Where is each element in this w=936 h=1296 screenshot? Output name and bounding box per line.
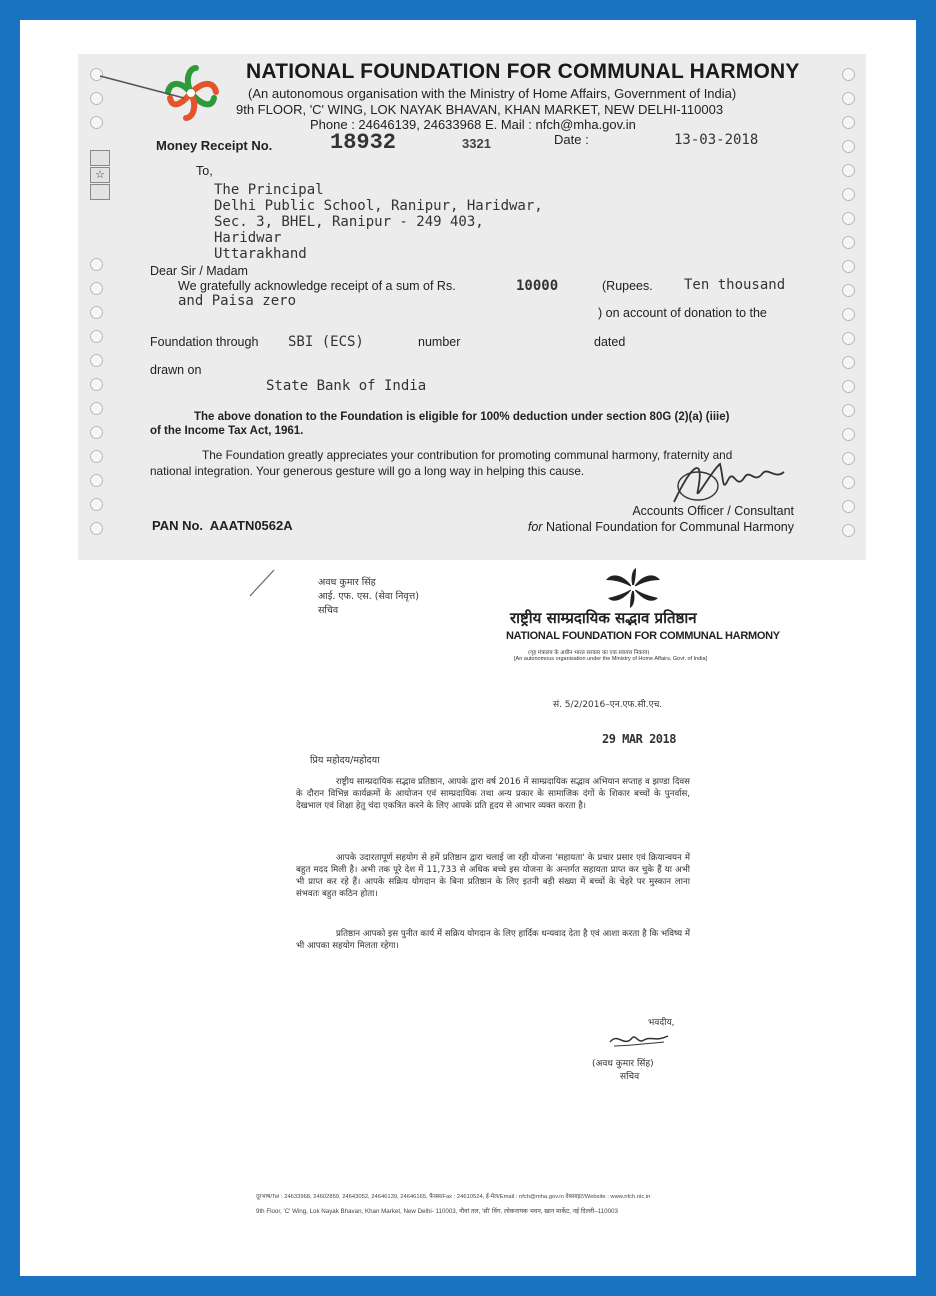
drawn-label: drawn on <box>150 363 202 377</box>
letter-closing: भवदीय, <box>648 1018 675 1028</box>
to-label: To, <box>196 164 213 178</box>
tractor-feed-holes-right <box>842 54 856 560</box>
amount-words-2: and Paisa zero <box>178 293 297 309</box>
receipt-org-name: NATIONAL FOUNDATION FOR COMMUNAL HARMONY <box>246 60 800 83</box>
appreciation-line: national integration. Your generous gesture will go a long way in helping this cause. <box>150 464 585 478</box>
letter-reference: सं. 5/2/2016–एन.एफ.सी.एच. <box>553 700 663 710</box>
signatory-name: (अवध कुमार सिंह) <box>592 1059 654 1069</box>
letter-footer-contact: दूरभाष/Tel : 24633968, 24602859, 24643052, 24646139, 24646165, फैक्स/Fax : 24610524, ई-मेल/Email : nfch@mha.gov.in वेबसाइट/Website : www.nfch.nic.in <box>256 1194 651 1200</box>
sender-title: सचिव <box>318 605 339 616</box>
dated-label: dated <box>594 335 626 349</box>
for-org-line <box>528 520 794 534</box>
letter-date-stamp: 29 MAR 2018 <box>602 732 676 746</box>
through-value: SBI (ECS) <box>288 334 364 350</box>
tractor-feed-holes-left <box>90 54 104 560</box>
acknowledgement-letter <box>248 568 780 1240</box>
recipient-address <box>214 182 543 262</box>
letter-paragraph-2 <box>296 852 690 900</box>
date-label: Date : <box>554 132 589 147</box>
acknowledge-text: We gratefully acknowledge receipt of a sum of Rs. <box>178 279 456 293</box>
paragraph-text: प्रतिष्ठान आपको इस पुनीत कार्य में सक्रिय योगदान के लिए हार्दिक धन्यवाद देता है एवं आशा करता है कि भविष्य में भी आपका सहयोग मिलता रहेगा। <box>296 929 690 951</box>
number-label: number <box>418 335 461 349</box>
nfch-letterhead-logo-icon <box>600 568 666 608</box>
salutation: Dear Sir / Madam <box>150 264 248 278</box>
amount-words-1: Ten thousand <box>684 277 786 293</box>
letter-paragraph-1 <box>296 776 690 812</box>
pan-label: PAN No. <box>152 518 204 533</box>
money-receipt <box>78 54 866 560</box>
pan-value: AAATN0562A <box>209 518 293 533</box>
sender-service: आई. एफ. एस. (सेवा निवृत्त) <box>318 591 419 602</box>
recipient-line: Haridwar <box>214 230 282 246</box>
tax-note-line: The above donation to the Foundation is eligible for 100% deduction under section 80G (2)(a) (iiie) <box>194 411 730 423</box>
account-text: ) on account of donation to the <box>598 306 767 320</box>
tax-deduction-note <box>150 410 790 438</box>
letter-footer-address: 9th Floor, 'C' Wing, Lok Nayak Bhavan, Khan Market, New Delhi- 110003, नौवां तल, 'सी' विंग, लोकनायक भवन, खान मार्केट, नई दिल्ली–110003 <box>256 1208 618 1215</box>
sender-name: अवध कुमार सिंह <box>318 577 376 588</box>
receipt-code: 3321 <box>462 136 491 151</box>
paragraph-text: राष्ट्रीय साम्प्रदायिक सद्भाव प्रतिष्ठान, आपके द्वारा वर्ष 2016 में साम्प्रदायिक सद्भाव अभियान सप्ताह व झण्डा दिवस के दौरान विभिन्न कार्यक्रमों के आयोजन एवं साम्प्रदायिक तथा अन्य प्रकार के सामाजिक दंगों के शिकार बच्चों के पुनर्वास, देखभाल एवं शिक्षा हेतु चंदा एकत्रित करने के लिए आपके प्रति हृदय से आभार व्यक्त करता है। <box>296 777 690 811</box>
amount-value: 10000 <box>516 278 559 294</box>
sender-block <box>318 576 419 618</box>
for-label: for <box>527 520 543 534</box>
paragraph-text: आपके उदारतापूर्ण सहयोग से हमें प्रतिष्ठान द्वारा चलाई जा रही योजना 'सहायता' के प्रचार प्रसार एवं क्रियान्वयन में बहुत मदद मिली है। अभी तक पूरे देश में 11,733 से अधिक बच्चे इस योजना के अन्तर्गत सहायता प्राप्त कर चुके हैं या अभी भी प्राप्त कर रहे हैं। आपके सक्रिय योगदान के बिना प्रतिष्ठान के लिए इतनी बड़ी संख्या में बच्चों के चेहरे पर मुस्कान लाना संभवतः बहुत कठिन होता। <box>296 853 690 899</box>
tax-note-line: of the Income Tax Act, 1961. <box>150 425 304 437</box>
for-org: National Foundation for Communal Harmony <box>545 520 794 534</box>
signatory-title: सचिव <box>620 1072 640 1082</box>
drawn-value: State Bank of India <box>266 378 427 394</box>
receipt-org-tagline: (An autonomous organisation with the Ministry of Home Affairs, Government of India) <box>248 86 737 101</box>
pen-stroke-mark <box>98 72 188 102</box>
letterhead-desc-hindi: (गृह मंत्रालय के अधीन भारत सरकार का एक स्वायत्त निकाय) <box>528 650 650 656</box>
recipient-line: Uttarakhand <box>214 246 307 262</box>
secretary-signature-icon <box>604 1028 674 1052</box>
receipt-org-address: 9th FLOOR, 'C' WING, LOK NAYAK BHAVAN, KHAN MARKET, NEW DELHI-110003 <box>236 102 724 117</box>
form-checkboxes: ☆ <box>90 150 112 201</box>
rupees-label: (Rupees. <box>602 279 653 293</box>
appreciation-line: The Foundation greatly appreciates your contribution for promoting communal harmony, fraternity and <box>202 448 733 462</box>
officer-signature-icon <box>664 450 814 508</box>
letterhead-desc-english: [An autonomous organisation under the Ministry of Home Affairs, Govt. of India] <box>514 656 708 662</box>
money-receipt-label: Money Receipt No. <box>156 138 273 153</box>
recipient-line: Sec. 3, BHEL, Ranipur - 249 403, <box>214 214 484 230</box>
recipient-line: Delhi Public School, Ranipur, Haridwar, <box>214 198 543 214</box>
scan-corner-mark <box>248 568 278 598</box>
pan-line <box>152 518 293 533</box>
letterhead-org-name-hindi: राष्ट्रीय साम्प्रदायिक सद्भाव प्रतिष्ठान <box>510 609 697 627</box>
through-label: Foundation through <box>150 335 259 349</box>
letter-salutation: प्रिय महोदय/महोदया <box>310 755 380 766</box>
receipt-org-contact: Phone : 24646139, 24633968 E. Mail : nfch@mha.gov.in <box>310 117 636 132</box>
letter-paragraph-3 <box>296 928 690 952</box>
receipt-number: 18932 <box>330 130 397 155</box>
officer-title: Accounts Officer / Consultant <box>632 504 794 518</box>
recipient-line: The Principal <box>214 182 324 198</box>
letterhead-org-name-english: NATIONAL FOUNDATION FOR COMMUNAL HARMONY <box>506 630 780 642</box>
receipt-date: 13-03-2018 <box>674 132 759 148</box>
